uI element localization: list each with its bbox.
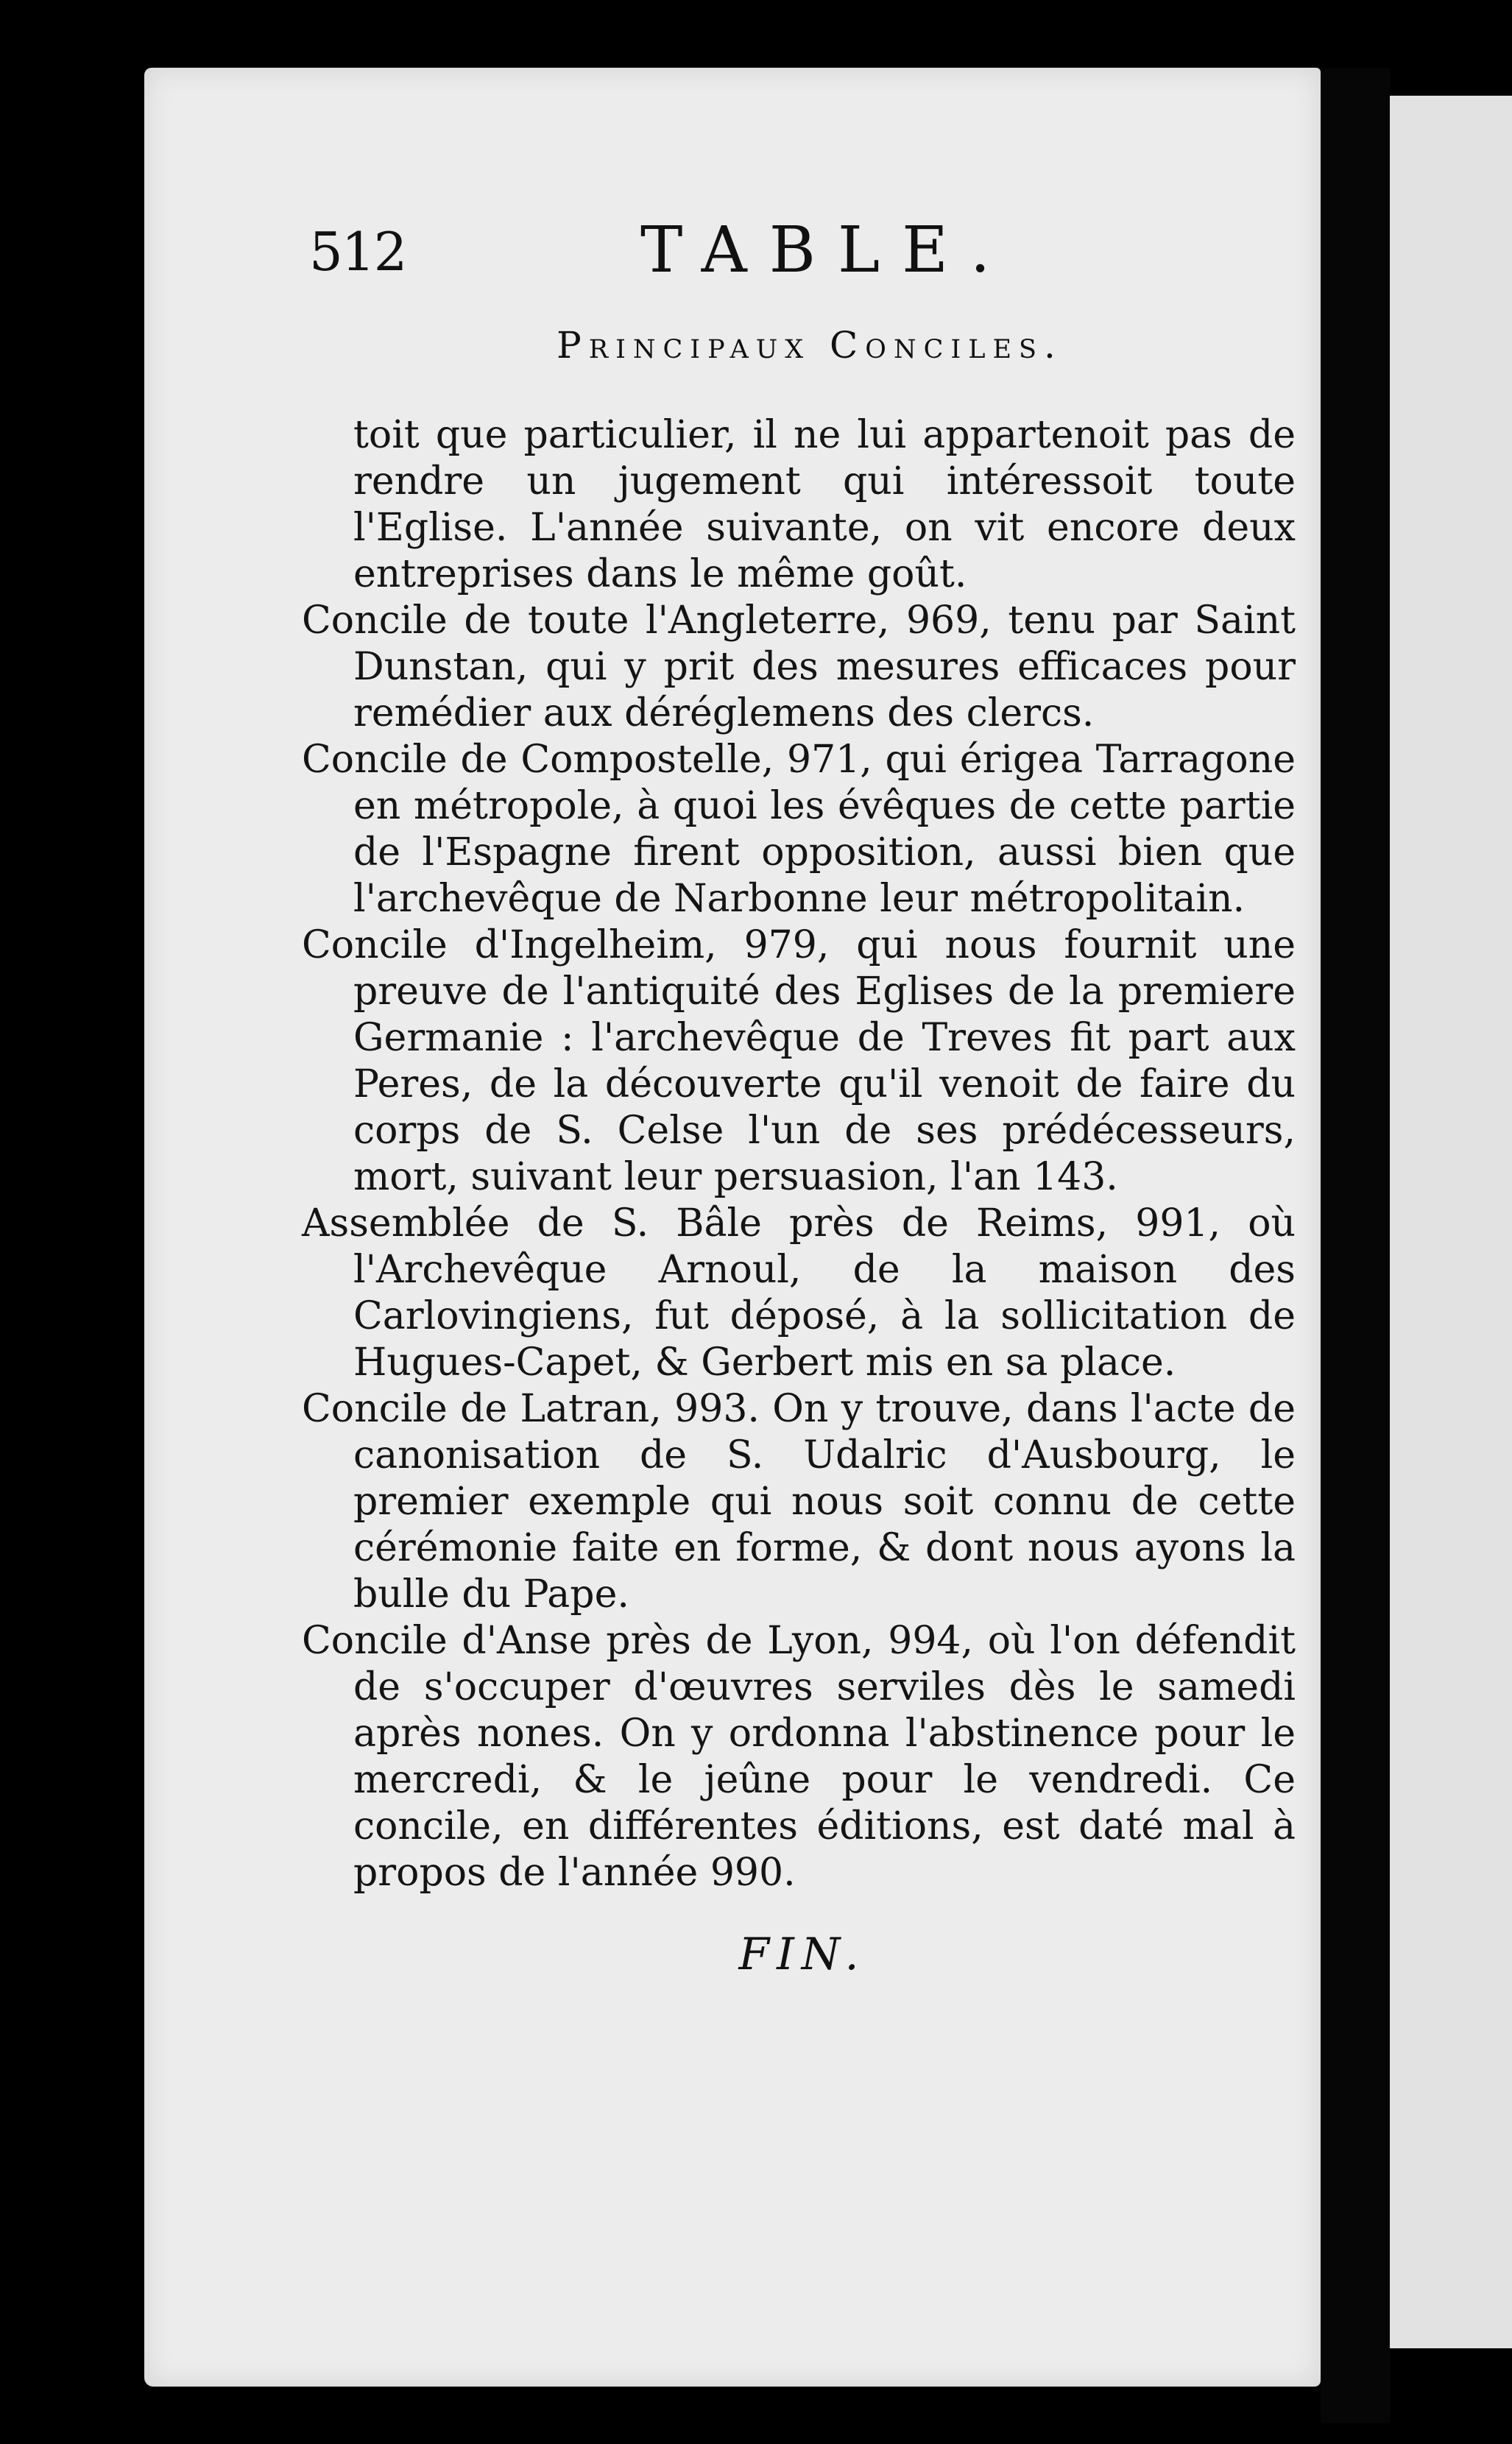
entry-concile-angleterre: Concile de toute l'Angleterre, 969, tenu par Saint Dunstan, qui y prit des mesures efficaces pour remédier aux déréglemens des clercs. xyxy=(302,598,1296,735)
section-title: Principaux Conciles. xyxy=(557,324,1063,367)
facing-page-edge xyxy=(1390,96,1512,2348)
body-text xyxy=(302,412,1296,1896)
entry-concile-ingelheim: Concile d'Ingelheim, 979, qui nous fournit une preuve de l'antiquité des Eglises de la premiere Germanie : l'archevêque de Treves fit part aux Peres, de la découverte qu'il venoit de faire du corps de S. Celse l'un de ses prédécesseurs, mort, suivant leur persuasion, l'an 143. xyxy=(302,923,1296,1199)
entry-concile-anse: Concile d'Anse près de Lyon, 994, où l'on défendit de s'occuper d'œuvres serviles dès le samedi après nones. On y ordonna l'abstinence pour le mercredi, & le jeûne pour le vendredi. Ce concile, en différentes éditions, est daté mal à propos de l'année 990. xyxy=(302,1619,1296,1895)
fin-marker: FIN. xyxy=(738,1929,866,1980)
entry-continuation: toit que particulier, il ne lui appartenoit pas de rendre un jugement qui intéressoit toute l'Eglise. L'année suivante, on vit encore deux entreprises dans le même goût. xyxy=(353,413,1296,596)
running-head: TABLE. xyxy=(640,213,1013,287)
entry-assemblee-bale: Assemblée de S. Bâle près de Reims, 991, où l'Archevêque Arnoul, de la maison des Carlovingiens, fut déposé, à la sollicitation de Hugues-Capet, & Gerbert mis en sa place. xyxy=(302,1201,1296,1385)
book-gutter xyxy=(1321,68,1390,2423)
entry-concile-compostelle: Concile de Compostelle, 971, qui érigea Tarragone en métropole, à quoi les évêques de cette partie de l'Espagne firent opposition, aussi bien que l'archevêque de Narbonne leur métropolitain. xyxy=(302,738,1296,921)
page-number: 512 xyxy=(309,221,406,283)
entry-concile-latran: Concile de Latran, 993. On y trouve, dans l'acte de canonisation de S. Udalric d'Ausbourg, le premier exemple qui nous soit connu de cette cérémonie faite en forme, & dont nous ayons la bulle du Pape. xyxy=(302,1387,1296,1617)
